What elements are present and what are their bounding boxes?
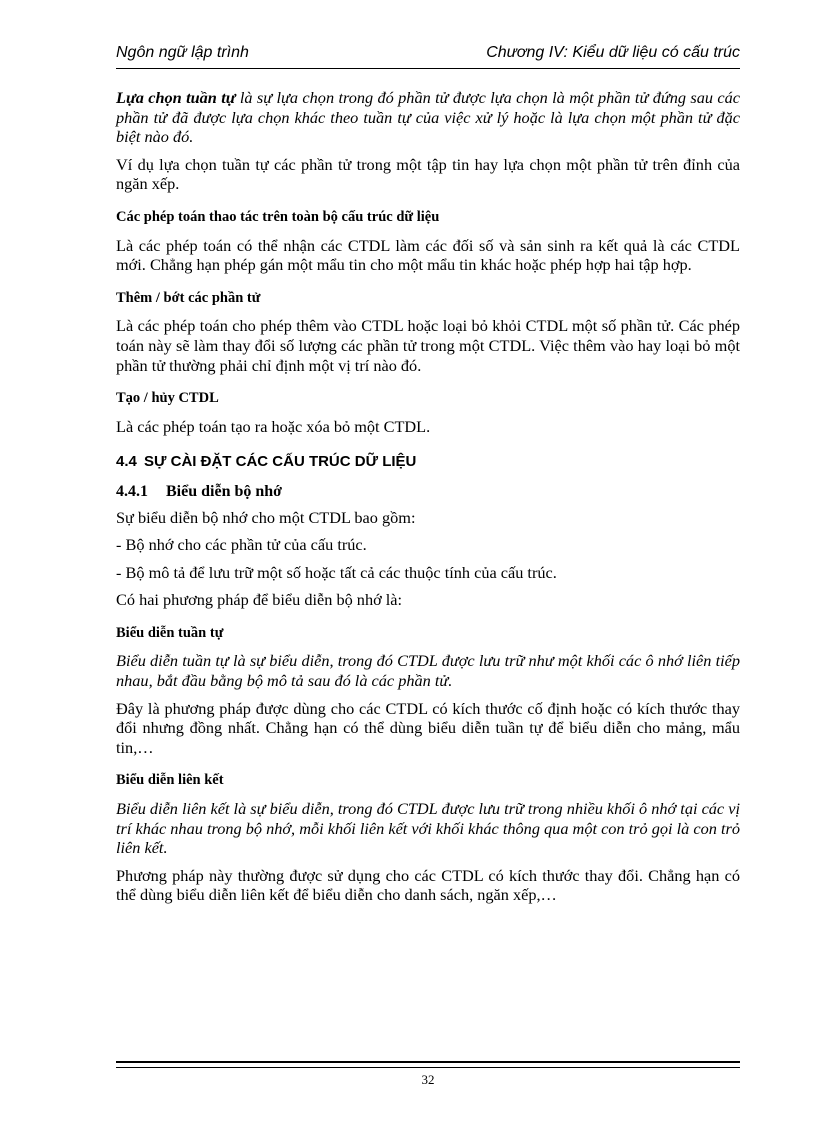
- subsection-heading: [116, 482, 740, 502]
- paragraph-sequential-usage: Đây là phương pháp được dùng cho các CTDL có kích thước cố định hoặc có kích thước thay đổi nhưng đồng nhất. Chẳng hạn có thể dùng biểu diễn tuần tự để biểu diễn cho mảng, mẩu tin,…: [116, 698, 740, 757]
- subsection-title: Biểu diễn bộ nhớ: [166, 482, 283, 500]
- running-header: [116, 44, 740, 62]
- definition-sequential-representation: Biểu diễn tuần tự là sự biểu diễn, trong đó CTDL được lưu trữ như một khối các ô nhớ liên tiếp nhau, bắt đầu bằng bộ mô tả sau đó là các phần tử.: [116, 651, 740, 691]
- paragraph-sequential-selection: [116, 88, 740, 147]
- paragraph-two-methods: Có hai phương pháp để biểu diễn bộ nhớ là:: [116, 590, 403, 610]
- definition-sequential-selection: là sự lựa chọn trong đó phần tử được lựa chọn là một phần tử đứng sau các phần tử đã được lựa chọn khác theo tuần tự của việc xử lý hoặc là lựa chọn một phần tử đặc biệt nào đó.: [116, 88, 740, 147]
- heading-sequential-representation: Biểu diễn tuần tự: [116, 624, 224, 641]
- section-title: SỰ CÀI ĐẶT CÁC CẤU TRÚC DỮ LIỆU: [144, 453, 417, 471]
- paragraph-structure-operations: Là các phép toán có thể nhận các CTDL làm các đối số và sản sinh ra kết quả là các CTDL mới. Chẳng hạn phép gán một mẩu tin cho một mẩu tin khác hoặc phép hợp hai tập hợp.: [116, 235, 740, 275]
- paragraph-memory-intro: Sự biểu diễn bộ nhớ cho một CTDL bao gồm:: [116, 507, 416, 527]
- definition-linked-representation: Biểu diễn liên kết là sự biểu diễn, trong đó CTDL được lưu trữ trong nhiều khối ô nhớ tại các vị trí khác nhau trong bộ nhớ, mỗi khối liên kết với khối khác thông qua một con trỏ gọi là con trỏ liên kết.: [116, 799, 740, 858]
- term-sequential-selection: Lựa chọn tuần tự: [116, 88, 236, 107]
- page-number: 32: [421, 1072, 435, 1087]
- paragraph-linked-usage: Phương pháp này thường được sử dụng cho các CTDL có kích thước thay đổi. Chẳng hạn có thể dùng biểu diễn liên kết để biểu diễn cho danh sách, ngăn xếp,…: [116, 865, 740, 905]
- header-book-title: Ngôn ngữ lập trình: [116, 44, 249, 61]
- section-heading: [116, 452, 740, 472]
- paragraph-add-remove: Là các phép toán cho phép thêm vào CTDL hoặc loại bỏ khỏi CTDL một số phần tử. Các phép toán này sẽ làm thay đổi số lượng các phần tử trong một CTDL. Việc thêm vào hay loại bỏ một phần tử thường phải chỉ định một vị trí nào đó.: [116, 316, 740, 375]
- paragraph-example: Ví dụ lựa chọn tuần tự các phần tử trong một tập tin hay lựa chọn một phần tử trên đỉnh của ngăn xếp.: [116, 154, 740, 194]
- footer-rule: [116, 1061, 740, 1068]
- subsection-number: 4.4.1: [116, 482, 148, 500]
- paragraph-create-destroy: Là các phép toán tạo ra hoặc xóa bỏ một CTDL.: [116, 416, 431, 436]
- heading-linked-representation: Biểu diễn liên kết: [116, 772, 224, 789]
- section-number: 4.4: [116, 453, 137, 471]
- header-rule: [116, 68, 740, 69]
- heading-structure-operations: Các phép toán thao tác trên toàn bộ cấu trúc dữ liệu: [116, 208, 440, 225]
- list-item: - Bộ nhớ cho các phần tử của cấu trúc.: [116, 535, 367, 555]
- heading-add-remove: Thêm / bớt các phần tử: [116, 289, 261, 306]
- document-body: [116, 88, 740, 913]
- header-chapter-title: Chương IV: Kiểu dữ liệu có cấu trúc: [486, 44, 740, 61]
- heading-create-destroy: Tạo / hủy CTDL: [116, 390, 219, 407]
- list-item: - Bộ mô tả để lưu trữ một số hoặc tất cả các thuộc tính của cấu trúc.: [116, 562, 557, 582]
